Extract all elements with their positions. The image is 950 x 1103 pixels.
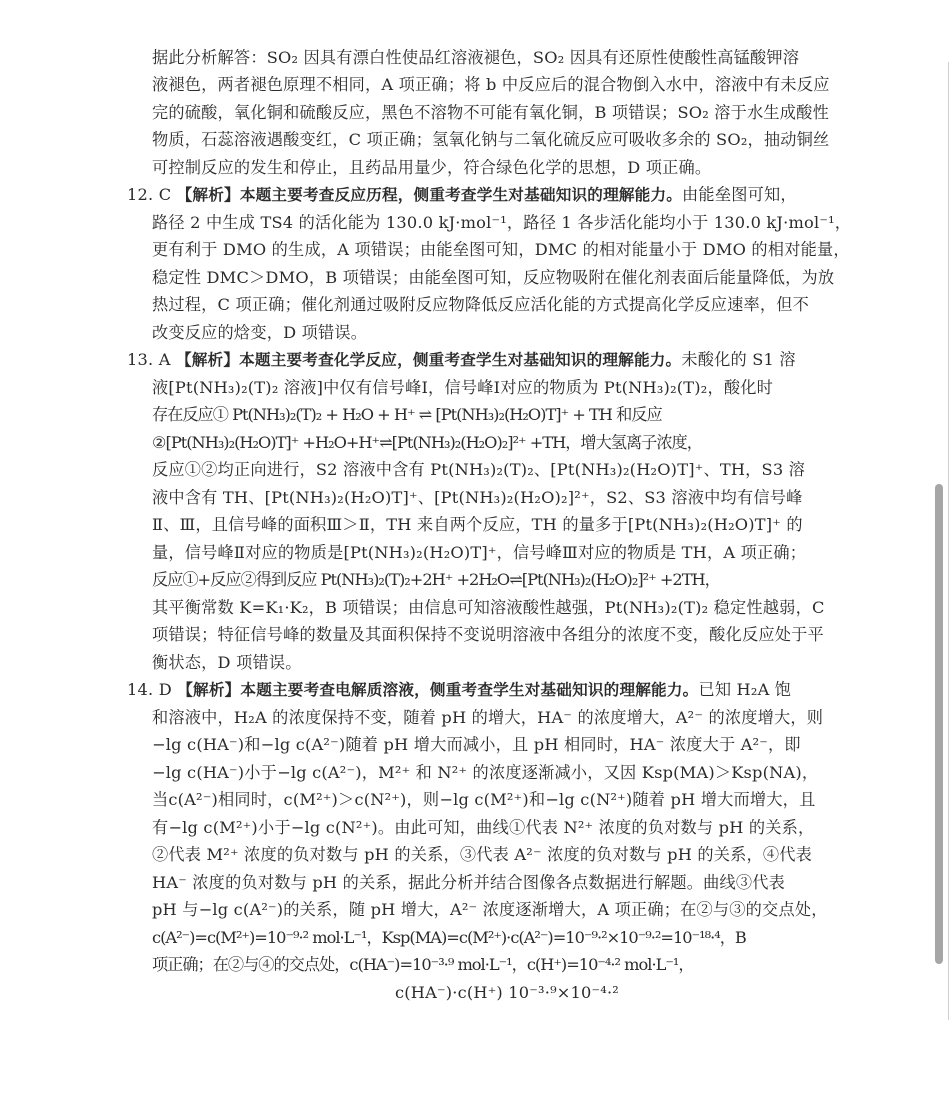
q13-line: Ⅱ、Ⅲ，且信号峰的面积Ⅲ＞Ⅱ，TH 来自两个反应，TH 的量多于[Pt(NH₃)₂(H₂O)T]⁺ 的 — [152, 515, 803, 534]
analysis-tag: 【解析】本题主要考查反应历程，侧重考查学生对基础知识的理解能力。 — [176, 186, 683, 204]
q11-line: 物质，石蕊溶液遇酸变红，C 项正确；氢氧化钠与二氧化硫反应可吸收多余的 SO₂，抽动铜丝 — [152, 130, 830, 149]
q14-line: HA⁻ 浓度的负对数与 pH 的关系，据此分析并结合图像各点数据进行解题。曲线③代表 — [152, 872, 786, 892]
q14-line: −lg c(HA⁻)和−lg c(A²⁻)随着 pH 增大而减小，且 pH 相同时，HA⁻ 浓度大于 A²⁻，即 — [152, 735, 801, 754]
q14-first-line — [127, 680, 791, 700]
q13-line: 量，信号峰Ⅱ对应的物质是[Pt(NH₃)₂(H₂O)T]⁺，信号峰Ⅲ对应的物质是 TH，A 项正确； — [152, 542, 807, 562]
q13-line: 其平衡常数 K=K₁·K₂，B 项错误；由信息可知溶液酸性越强，Pt(NH₃)₂(T)₂ 稳定性越弱，C — [152, 597, 825, 617]
q11-line: 液褪色，两者褪色原理不相同，A 项正确；将 b 中反应后的混合物倒入水中，溶液中有未反应 — [152, 75, 830, 94]
analysis-text: 已知 H₂A 饱 — [698, 680, 792, 699]
q14-line: pH 与−lg c(A²⁻)的关系，随 pH 增大，A²⁻ 浓度逐渐增大，A 项正确；在②与③的交点处， — [152, 900, 828, 919]
q13-line: 项错误；特征信号峰的数量及其面积保持不变说明溶液中各组分的浓度不变，酸化反应处于平 — [152, 625, 824, 644]
q14-line: c(A²⁻)=c(M²⁺)=10⁻⁹·² mol·L⁻¹，Ksp(MA)=c(M²⁺)·c(A²⁻)=10⁻⁹·²×10⁻⁹·²=10⁻¹⁸·⁴，B — [152, 927, 746, 947]
q13-line: 存在反应① Pt(NH₃)₂(T)₂ + H₂O + H⁺ ⇌ [Pt(NH₃)₂(H₂O)T]⁺ + TH 和反应 — [152, 405, 662, 424]
q13-line: ②[Pt(NH₃)₂(H₂O)T]⁺ +H₂O+H⁺⇌[Pt(NH₃)₂(H₂O)₂]²⁺ +TH，增大氢离子浓度， — [152, 432, 702, 452]
q12-line: 稳定性 DMC＞DMO，B 项错误；由能垒图可知，反应物吸附在催化剂表面后能量降低，为放 — [152, 267, 835, 287]
q12-line: 改变反应的焓变，D 项错误。 — [152, 322, 368, 342]
page-edge-divider — [948, 62, 949, 1020]
analysis-tag: 【解析】本题主要考查化学反应，侧重考查学生对基础知识的理解能力。 — [175, 351, 682, 369]
q12-first-line — [127, 185, 797, 205]
q13-line: 液中含有 TH、[Pt(NH₃)₂(H₂O)T]⁺、[Pt(NH₃)₂(H₂O)₂]²⁺，S2、S3 溶液中均有信号峰 — [152, 487, 803, 507]
q11-line: 完的硫酸，氧化铜和硫酸反应，黑色不溶物不可能有氧化铜，B 项错误；SO₂ 溶于水生成酸性 — [152, 102, 829, 122]
analysis-tag: 【解析】本题主要考查电解质溶液，侧重考查学生对基础知识的理解能力。 — [177, 681, 699, 699]
q14-line: 有−lg c(M²⁺)小于−lg c(N²⁺)。由此可知，曲线①代表 N²⁺ 浓度的负对数与 pH 的关系， — [152, 817, 815, 837]
q13-line: 衡状态，D 项错误。 — [152, 652, 302, 672]
clipped-formula-line: c(HA⁻)·c(H⁺) 10⁻³·⁹×10⁻⁴·² — [395, 982, 619, 1002]
q11-line: 可控制反应的发生和停止，且药品用量少，符合绿色化学的思想，D 项正确。 — [152, 157, 712, 177]
answer-number: 14. D — [127, 680, 172, 699]
q14-line: 当c(A²⁻)相同时，c(M²⁺)＞c(N²⁺)，则−lg c(M²⁺)和−lg c(N²⁺)随着 pH 增大而增大，且 — [152, 790, 816, 809]
q14-line: −lg c(HA⁻)小于−lg c(A²⁻)，M²⁺ 和 N²⁺ 的浓度逐渐减小，又因 Ksp(MA)＞Ksp(NA)， — [152, 762, 819, 782]
q13-first-line — [127, 350, 796, 370]
q14-line: ②代表 M²⁺ 浓度的负对数与 pH 的关系，③代表 A²⁻ 浓度的负对数与 pH 的关系，④代表 — [152, 845, 813, 864]
q14-line: 项正确；在②与④的交点处，c(HA⁻)=10⁻³·⁹ mol·L⁻¹，c(H⁺)=10⁻⁴·² mol·L⁻¹， — [152, 955, 694, 974]
q13-line: 液[Pt(NH₃)₂(T)₂ 溶液]中仅有信号峰Ⅰ，信号峰Ⅰ对应的物质为 Pt(NH₃)₂(T)₂，酸化时 — [152, 377, 774, 397]
q13-line: 反应①②均正向进行，S2 溶液中含有 Pt(NH₃)₂(T)₂、[Pt(NH₃)₂(H₂O)T]⁺、TH，S3 溶 — [152, 460, 806, 479]
q12-line: 更有利于 DMO 的生成，A 项错误；由能垒图可知，DMC 的相对能量小于 DMO 的相对能量， — [152, 240, 850, 259]
answer-number: 12. C — [127, 185, 172, 204]
q12-line: 路径 2 中生成 TS4 的活化能为 130.0 kJ·mol⁻¹，路径 1 各步活化能均小于 130.0 kJ·mol⁻¹， — [152, 212, 852, 232]
clipped-line: 据此分析解答：SO₂ 因具有漂白性使品红溶液褪色，SO₂ 因具有还原性使酸性高锰酸钾溶 — [152, 48, 800, 67]
q12-line: 热过程，C 项正确；催化剂通过吸附反应物降低反应活化能的方式提高化学反应速率，但不 — [152, 295, 810, 314]
analysis-text: 未酸化的 S1 溶 — [681, 350, 796, 369]
answer-number: 13. A — [127, 350, 171, 369]
q13-line: 反应①+反应②得到反应 Pt(NH₃)₂(T)₂+2H⁺ +2H₂O⇌[Pt(NH₃)₂(H₂O)₂]²⁺ +2TH， — [152, 570, 720, 589]
analysis-text: 由能垒图可知， — [682, 185, 797, 204]
q14-line: 和溶液中，H₂A 的浓度保持不变，随着 pH 的增大，HA⁻ 的浓度增大，A²⁻ 的浓度增大，则 — [152, 707, 824, 727]
page-viewport[interactable] — [0, 48, 949, 1020]
vertical-scrollbar-thumb[interactable] — [935, 484, 943, 964]
